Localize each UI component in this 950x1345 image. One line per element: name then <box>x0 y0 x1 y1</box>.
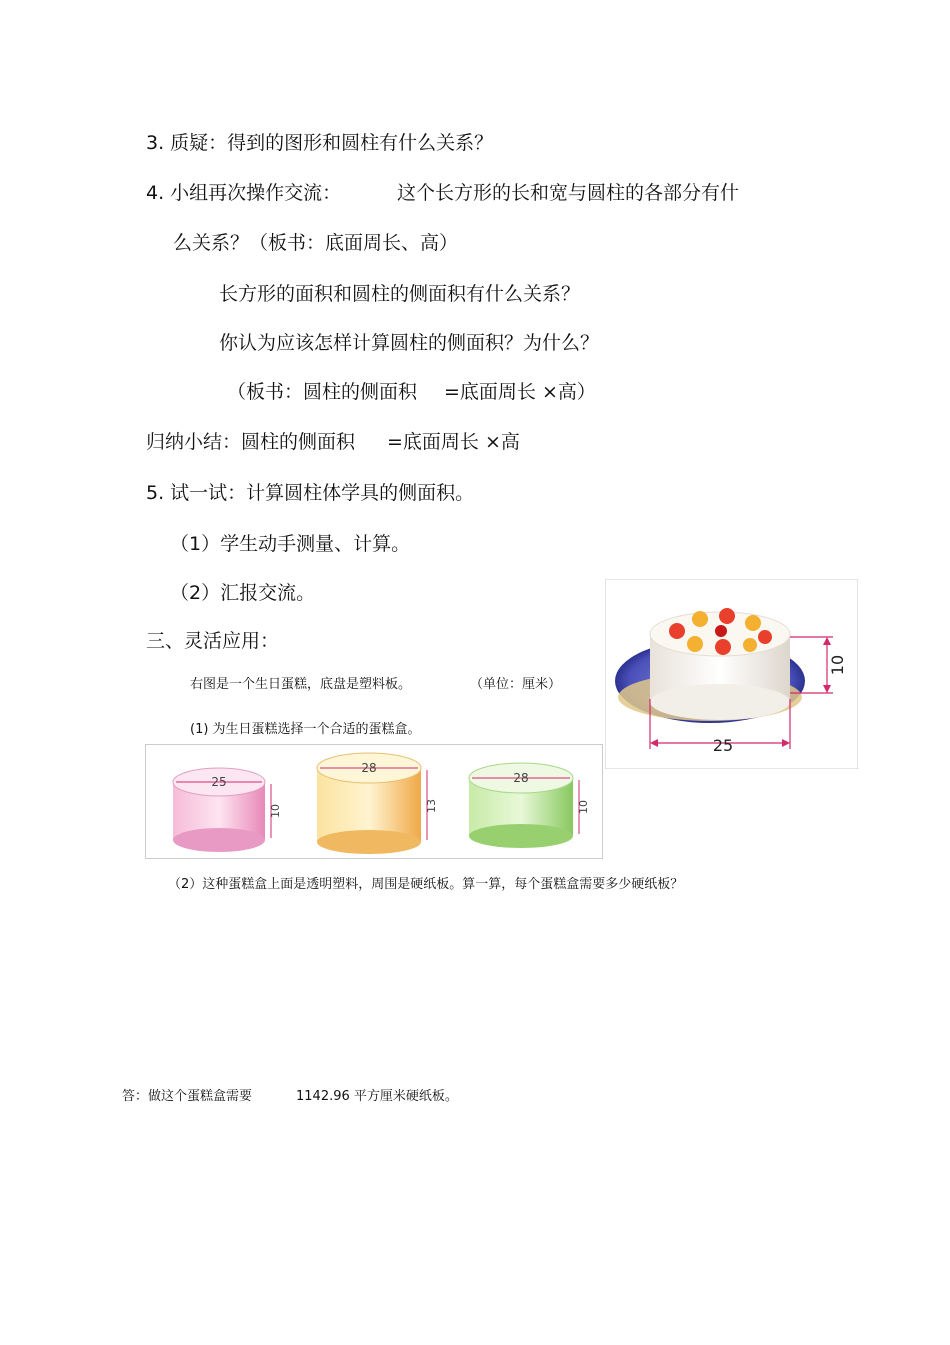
sub-step-1: （1）学生动手测量、计算。 <box>170 533 411 555</box>
birthday-cake-figure <box>605 579 858 769</box>
cake-height-label: 10 <box>828 654 847 676</box>
problem-description: 右图是一个生日蛋糕，底盘是塑料板。 <box>190 677 412 692</box>
step-4-line-start: 4. 小组再次操作交流： <box>146 182 342 204</box>
box-2-height: 13 <box>425 799 438 813</box>
question-1: (1) 为生日蛋糕选择一个合适的蛋糕盒。 <box>190 722 421 737</box>
step-5-line: 5. 试一试：计算圆柱体学具的侧面积。 <box>146 482 475 504</box>
question-2: （2）这种蛋糕盒上面是透明塑料，周围是硬纸板。算一算，每个蛋糕盒需要多少硬纸板？ <box>168 877 684 892</box>
cake-box-2 <box>317 753 438 854</box>
cake-box-3 <box>469 763 590 848</box>
answer-value: 1142.96 平方厘米硬纸板。 <box>296 1089 458 1104</box>
box-3-diameter: 28 <box>513 771 529 785</box>
question-area-relation: 长方形的面积和圆柱的侧面积有什么关系？ <box>219 283 581 305</box>
box-3-height: 10 <box>577 800 590 814</box>
summary-formula: =底面周长 ×高 <box>387 431 520 453</box>
board-note-formula: =底面周长 ×高） <box>444 381 596 403</box>
box-1-height: 10 <box>269 804 282 818</box>
sub-step-2: （2）汇报交流。 <box>170 582 316 604</box>
box-1-diameter: 25 <box>211 775 227 789</box>
cake-boxes-figure <box>145 744 603 859</box>
step-4-continuation: 么关系？（板书：底面周长、高） <box>173 232 459 254</box>
section-3-heading: 三、灵活应用： <box>146 630 280 652</box>
summary-start: 归纳小结：圆柱的侧面积 <box>146 431 356 453</box>
answer-start: 答：做这个蛋糕盒需要 <box>122 1089 253 1104</box>
box-2-diameter: 28 <box>361 761 377 775</box>
cake-diameter-label: 25 <box>712 736 734 755</box>
step-3-line: 3. 质疑：得到的图形和圆柱有什么关系？ <box>146 132 494 154</box>
question-how-compute: 你认为应该怎样计算圆柱的侧面积？为什么？ <box>219 332 600 354</box>
problem-unit: （单位：厘米） <box>470 677 562 692</box>
board-note-start: （板书：圆柱的侧面积 <box>227 381 418 403</box>
step-4-line-end: 这个长方形的长和宽与圆柱的各部分有什 <box>397 182 740 204</box>
